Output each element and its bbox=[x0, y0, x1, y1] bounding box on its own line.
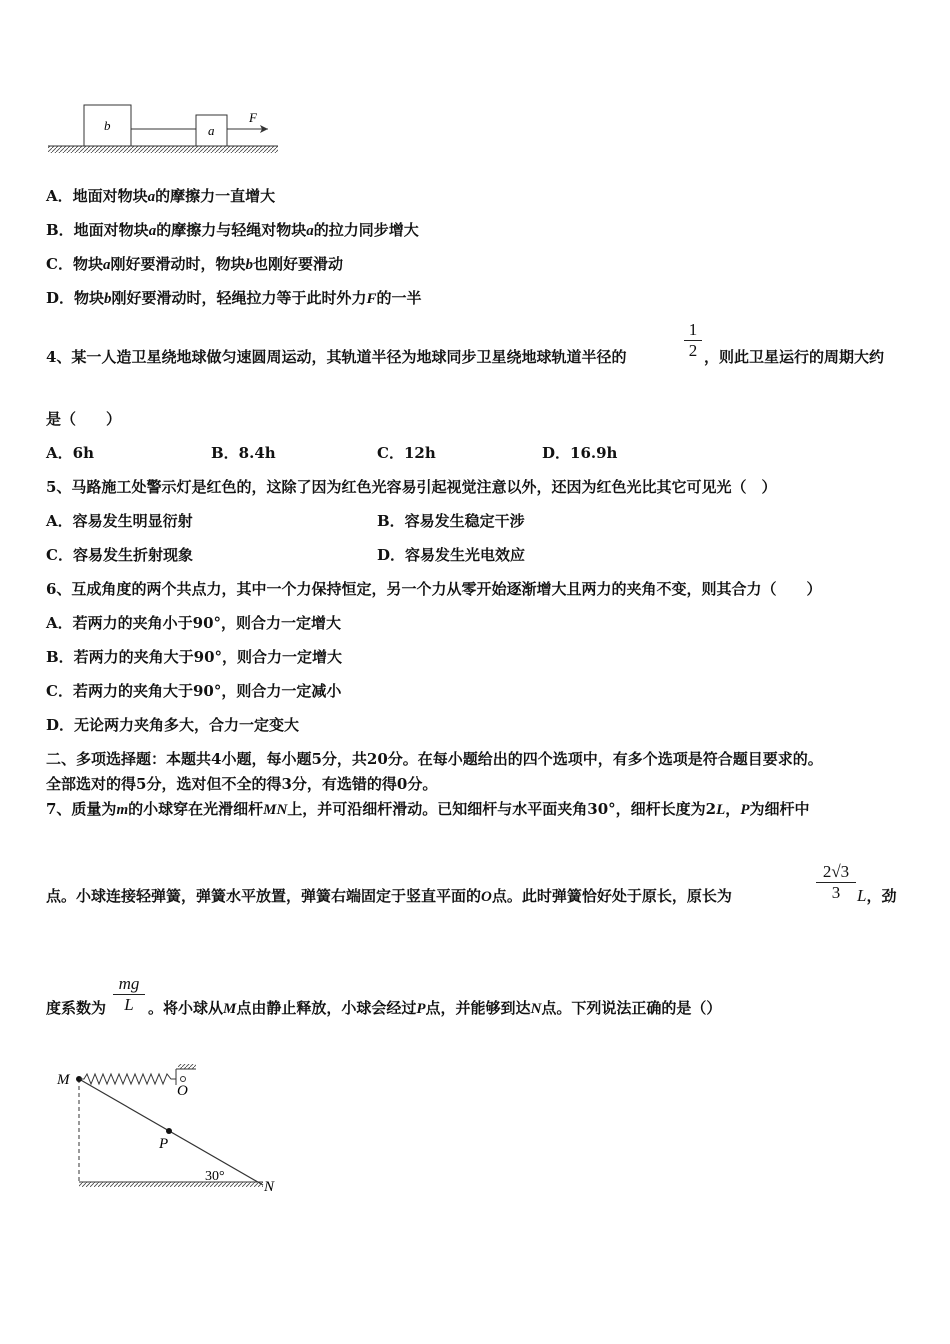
q5-option-a: A．容易发生明显衍射 bbox=[46, 512, 193, 530]
q5-option-b: B．容易发生稳定干涉 bbox=[377, 512, 525, 530]
q3-option-d: D．物块b刚好要滑动时，轻绳拉力等于此时外力F的一半 bbox=[46, 289, 422, 307]
label-P: P bbox=[159, 1136, 169, 1152]
q6-option-b: B．若两力的夹角大于90°，则合力一定增大 bbox=[46, 648, 343, 666]
ground-hatch bbox=[79, 1182, 263, 1187]
q4-option-b: B．8.4h bbox=[211, 444, 276, 462]
q4-option-d: D．16.9h bbox=[542, 444, 618, 462]
q7-line3: 。将小球从M点由静止释放，小球会经过P点，并能够到达N点。下列说法正确的是（） bbox=[148, 999, 722, 1017]
q7-length-fraction: 2√3 3 bbox=[816, 862, 856, 903]
q6-stem: 6、互成角度的两个共点力，其中一个力保持恒定，另一个力从零开始逐渐增大且两力的夹角不变，则其合力（ ） bbox=[46, 580, 822, 598]
q6-option-a: A．若两力的夹角小于90°，则合力一定增大 bbox=[46, 614, 342, 632]
q7-line2-tail: L，劲 bbox=[857, 886, 897, 905]
q5-option-c: C．容易发生折射现象 bbox=[46, 546, 193, 564]
q5-option-d: D．容易发生光电效应 bbox=[377, 546, 526, 564]
figure-blocks bbox=[44, 100, 284, 160]
block-a-label: a bbox=[208, 123, 215, 138]
pivot-O bbox=[181, 1077, 186, 1082]
q4-stem-cont: 是（ ） bbox=[46, 410, 122, 428]
section2-heading: 二、多项选择题：本题共4小题，每小题5分，共20分。在每小题给出的四个选项中，有多个选项是符合题目要求的。 bbox=[46, 750, 823, 768]
q4-stem-tail: ，则此卫星运行的周期大约 bbox=[704, 348, 885, 366]
q7-line2: 点。小球连接轻弹簧，弹簧水平放置，弹簧右端固定于竖直平面的O点。此时弹簧恰好处于原长，原长为 bbox=[46, 887, 732, 905]
angle-label: 30° bbox=[205, 1169, 225, 1184]
q6-option-d: D．无论两力夹角多大，合力一定变大 bbox=[46, 716, 300, 734]
spring bbox=[79, 1074, 176, 1084]
q6-option-c: C．若两力的夹角大于90°，则合力一定减小 bbox=[46, 682, 342, 700]
label-M: M bbox=[57, 1072, 70, 1088]
q7-line1: 7、质量为m的小球穿在光滑细杆MN上，并可沿细杆滑动。已知细杆与水平面夹角30°，细杆长度为2L，P为细杆中 bbox=[46, 800, 810, 818]
label-N: N bbox=[264, 1179, 275, 1195]
block-b-label: b bbox=[104, 118, 111, 133]
figure-rod-spring bbox=[50, 1055, 290, 1205]
q4-option-a: A．6h bbox=[46, 444, 94, 462]
q3-option-a: A．地面对物块a的摩擦力一直增大 bbox=[46, 187, 276, 205]
q3-option-b: B．地面对物块a的摩擦力与轻绳对物块a的拉力同步增大 bbox=[46, 221, 419, 239]
section2-heading-cont: 全部选对的得5分，选对但不全的得3分，有选错的得0分。 bbox=[46, 775, 438, 793]
q7-line3-start: 度系数为 bbox=[46, 999, 107, 1017]
q3-option-c: C．物块a刚好要滑动时，物块b也刚好要滑动 bbox=[46, 255, 343, 273]
q7-stiffness-fraction: mg L bbox=[113, 974, 145, 1015]
q4-stem: 4、某一人造卫星绕地球做匀速圆周运动，其轨道半径为地球同步卫星绕地球轨道半径的 bbox=[46, 348, 627, 366]
q4-fraction: 1 2 bbox=[684, 320, 702, 361]
wall-O-hatch bbox=[178, 1064, 196, 1069]
label-O: O bbox=[177, 1083, 188, 1099]
point-P bbox=[166, 1128, 172, 1134]
ground-hatch bbox=[48, 146, 278, 153]
q4-option-c: C．12h bbox=[377, 444, 436, 462]
q5-stem: 5、马路施工处警示灯是红色的，这除了因为红色光容易引起视觉注意以外，还因为红色光比其它可见光（ ） bbox=[46, 478, 777, 496]
force-label: F bbox=[249, 110, 257, 125]
